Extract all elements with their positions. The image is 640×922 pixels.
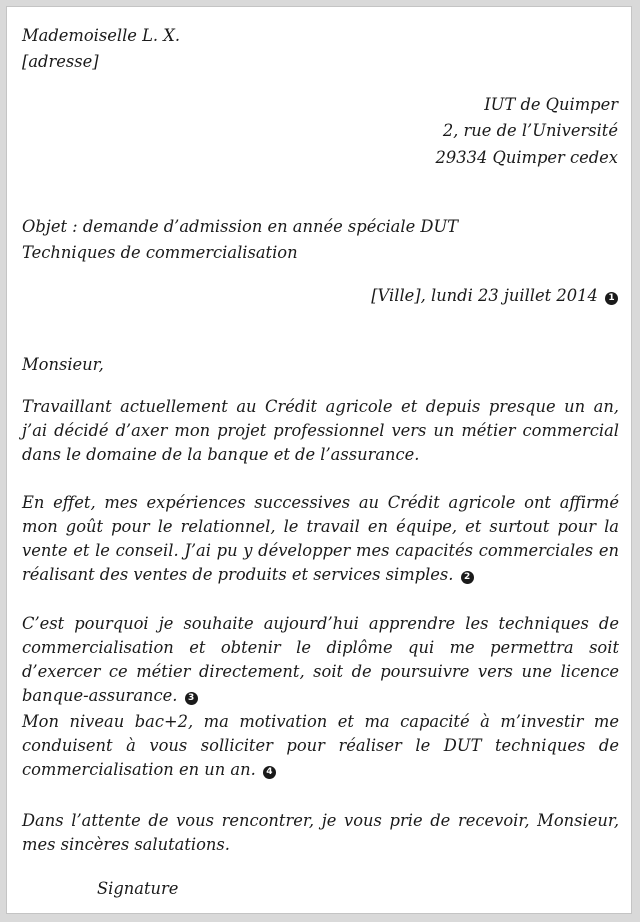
paragraph-2 — [22, 491, 619, 587]
recipient-line-2: 2, rue de l’Université — [442, 121, 618, 140]
sender-name: Mademoiselle L. X. — [22, 26, 181, 45]
annotation-marker-2: 2 — [461, 571, 474, 584]
paragraph-1 — [22, 395, 619, 467]
recipient-line-3: 29334 Quimper cedex — [435, 148, 618, 167]
annotation-marker-4: 4 — [263, 766, 276, 779]
paragraph-5-text: Dans l’attente de vous rencontrer, je vous prie de recevoir, Monsieur, mes sincères salutations. — [22, 811, 619, 854]
letter-page — [6, 6, 632, 914]
salutation: Monsieur, — [22, 355, 104, 374]
paragraph-4-text: Mon niveau bac+2, ma motivation et ma capacité à m’investir me conduisent à vous solliciter pour réaliser le DUT techniques de commercialisation en un an. — [22, 712, 619, 779]
paragraph-3-text: C’est pourquoi je souhaite aujourd’hui apprendre les techniques de commercialisation et obtenir le diplôme qui me permettra soit d’exercer ce métier directement, soit de poursuivre vers une licence banque-assurance. — [22, 614, 619, 705]
paragraph-1-text: Travaillant actuellement au Crédit agricole et depuis presque un an, j’ai décidé d’axer mon projet professionnel vers un métier commercial dans le domaine de la banque et de l’assurance. — [22, 397, 619, 464]
annotation-marker-1: 1 — [605, 292, 618, 305]
date-text: [Ville], lundi 23 juillet 2014 — [371, 286, 598, 305]
annotation-marker-3: 3 — [185, 692, 198, 705]
letter-date — [371, 284, 618, 308]
paragraph-3 — [22, 612, 619, 708]
subject-line-1: Objet : demande d’admission en année spéciale DUT — [22, 217, 459, 236]
paragraph-4 — [22, 710, 619, 782]
signature: Signature — [97, 879, 179, 898]
sender-address: [adresse] — [22, 52, 99, 71]
recipient-line-1: IUT de Quimper — [484, 95, 618, 114]
paragraph-5 — [22, 809, 619, 857]
paragraph-2-text: En effet, mes expériences successives au Crédit agricole ont affirmé mon goût pour le relationnel, le travail en équipe, et surtout pour la vente et le conseil. J’ai pu y développer mes capacités commerciales en réalisant des ventes de produits et services simples. — [22, 493, 619, 584]
subject-line-2: Techniques de commercialisation — [22, 243, 298, 262]
